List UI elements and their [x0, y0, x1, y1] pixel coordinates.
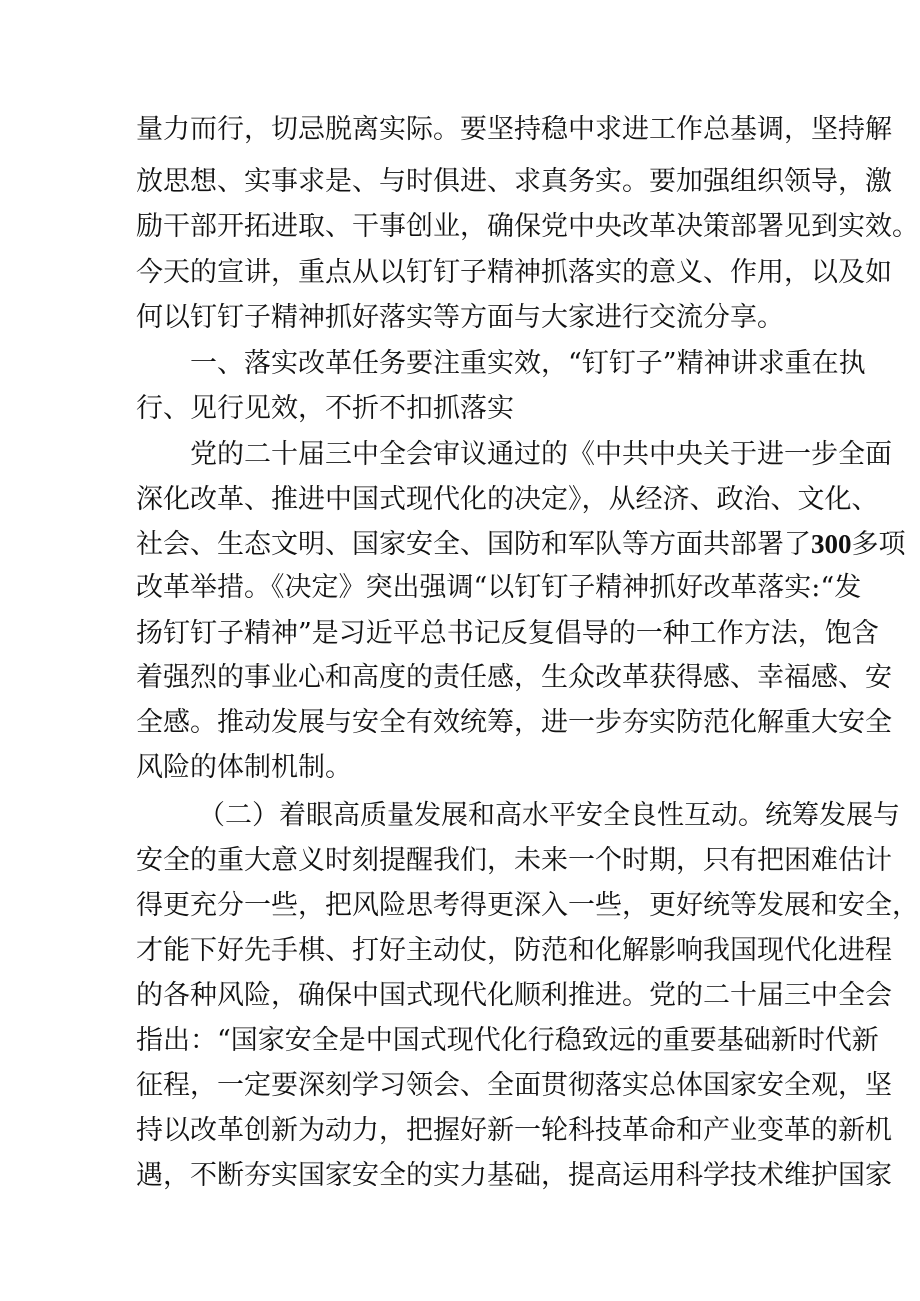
text-line: 的各种风险，确保中国式现代化顺利推进。党的二十届三中全会	[136, 980, 892, 1011]
text-line: 党的二十届三中全会审议通过的《中共中央关于进一步全面	[190, 439, 892, 470]
text-line: 扬钉钉子精神”是习近平总书记反复倡导的一种工作方法，饱含	[136, 618, 879, 649]
text-line: 风险的体制机制。	[136, 752, 352, 783]
text-line: 改革举措。《决定》突出强调“以钉钉子精神抓好改革落实:“发	[136, 572, 862, 603]
text-line: 何以钉钉子精神抓好落实等方面与大家进行交流分享。	[136, 302, 784, 333]
text-line: 才能下好先手棋、打好主动仗，防范和化解影响我国现代化进程	[136, 935, 892, 966]
text-segment: 社会、生态文明、国家安全、国防和军队等方面共部署了	[136, 529, 811, 560]
subsection-line: （二）着眼高质量发展和高水平安全良性互动。统筹发展与	[198, 800, 900, 831]
text-segment: 多项	[851, 529, 906, 560]
text-line: 放思想、实事求是、与时俱进、求真务实。要加强组织领导，激	[136, 166, 892, 197]
text-line: 得更充分一些，把风险思考得更深入一些，更好统等发展和安全，	[136, 890, 919, 921]
text-line: 遇，不断夯实国家安全的实力基础，提高运用科学技术维护国家	[136, 1160, 892, 1191]
text-line: 今天的宣讲，重点从以钉钉子精神抓落实的意义、作用，以及如	[136, 257, 892, 288]
text-line	[136, 526, 906, 562]
text-line: 量力而行，切忌脱离实际。要坚持稳中求进工作总基调，坚持解	[136, 114, 892, 145]
text-line: 征程，一定要深刻学习领会、全面贯彻落实总体国家安全观，坚	[136, 1070, 892, 1101]
text-line: 指出：“国家安全是中国式现代化行稳致远的重要基础新时代新	[136, 1025, 879, 1056]
text-line: 安全的重大意义时刻提醒我们，未来一个时期，只有把困难估计	[136, 845, 892, 876]
text-line: 全感。推动发展与安全有效统筹，进一步夯实防范化解重大安全	[136, 707, 892, 738]
reform-count: 300	[811, 529, 852, 559]
text-line: 励干部开拓进取、干事创业，确保党中央改革决策部署见到实效。	[136, 211, 919, 242]
section-heading-line: 一、落实改革任务要注重实效，“钉钉子”精神讲求重在执	[190, 348, 866, 379]
text-line: 持以改革创新为动力，把握好新一轮科技革命和产业变革的新机	[136, 1115, 892, 1146]
section-heading-line: 行、见行见效，不折不扣抓落实	[136, 393, 514, 424]
text-line: 着强烈的事业心和高度的责任感，生众改革获得感、幸福感、安	[136, 662, 892, 693]
text-line: 深化改革、推进中国式现代化的决定》，从经济、政治、文化、	[136, 484, 879, 515]
